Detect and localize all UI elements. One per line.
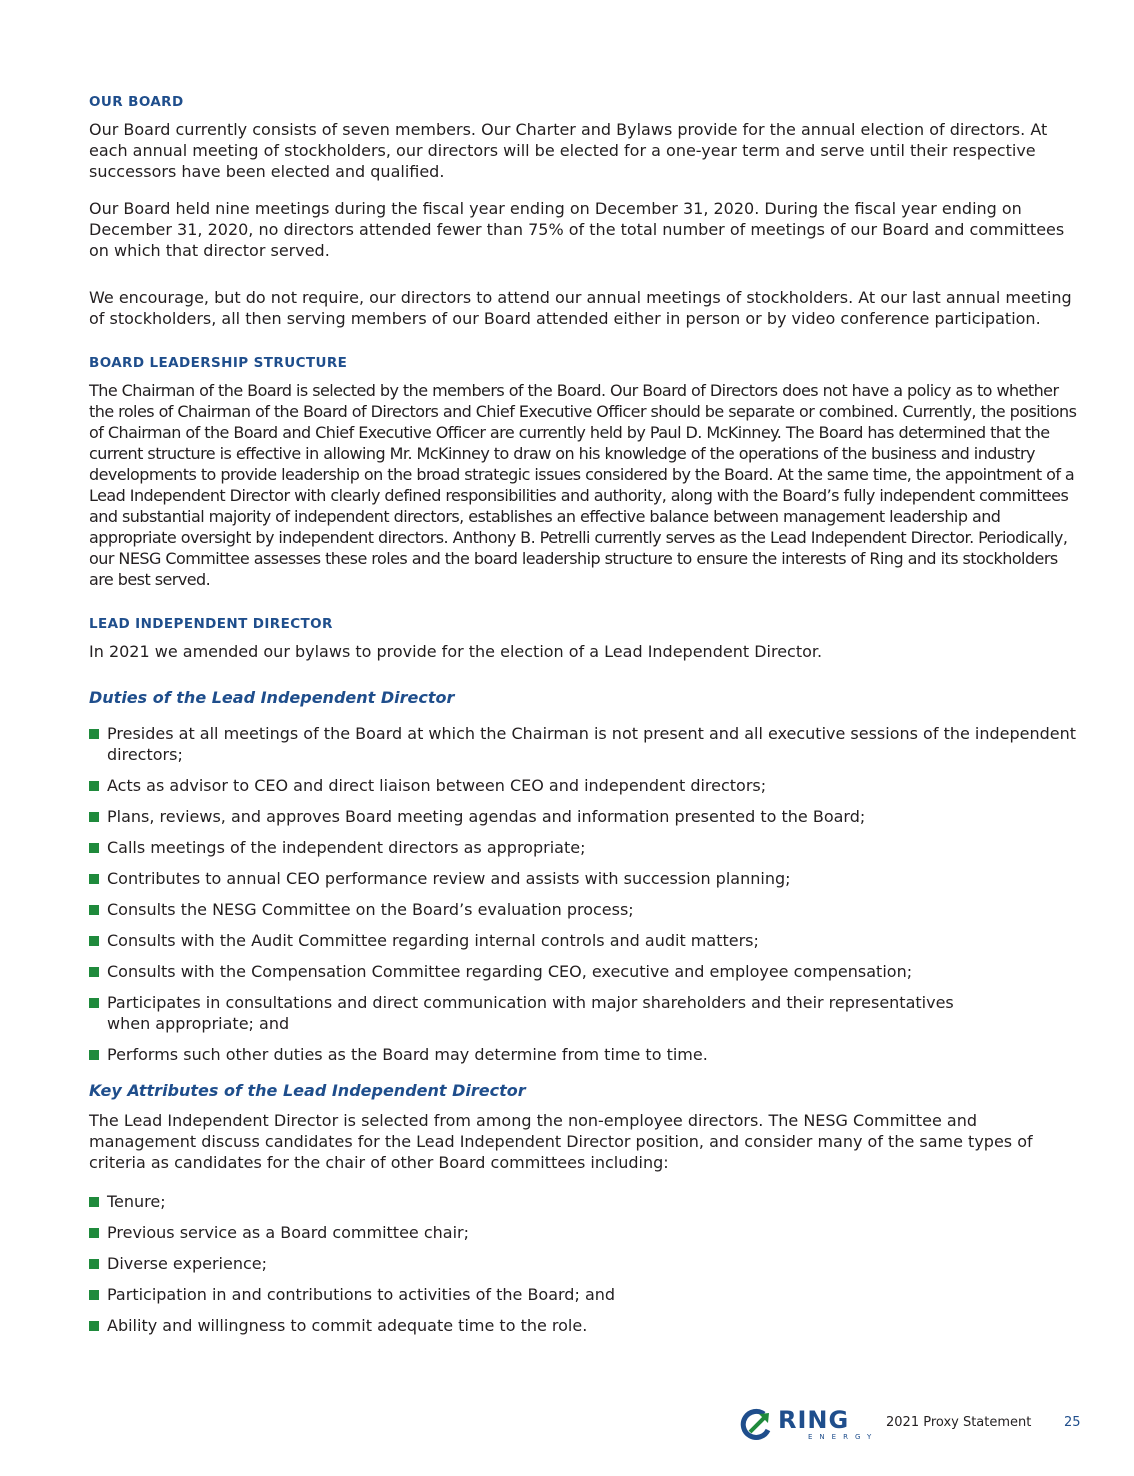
- bullet-square-icon: [89, 1321, 99, 1331]
- bullet-square-icon: [89, 936, 99, 946]
- bullet-square-icon: [89, 998, 99, 1008]
- bullet-square-icon: [89, 843, 99, 853]
- bullet-square-icon: [89, 905, 99, 915]
- section-heading-lead-director: LEAD INDEPENDENT DIRECTOR: [89, 616, 333, 632]
- bullet-square-icon: [89, 874, 99, 884]
- leadership-paragraph: The Chairman of the Board is selected by the members of the Board. Our Board of Directors does not have a policy as to whether the roles of Chairman of the Board of Directors and Chief Executive Officer should be separate or combined. Currently, the positions of Chairman of the Board and Chief Executive Officer are currently held by Paul D. McKinney. The Board has determined that the current structure is effective in allowing Mr. McKinney to draw on his knowledge of the operations of the business and industry developments to provide leadership on the broad strategic issues considered by the Board. At the same time, the appointment of a Lead Independent Director with clearly defined responsibilities and authority, along with the Board’s fully independent committees and substantial majority of independent directors, establishes an effective balance between management leadership and appropriate oversight by independent directors. Anthony B. Petrelli currently serves as the Lead Independent Director. Periodically, our NESG Committee assesses these roles and the board leadership structure to ensure the interests of Ring and its stockholders are best served.: [89, 381, 1077, 589]
- list-item-text: Calls meetings of the independent directors as appropriate;: [107, 838, 586, 857]
- list-item: [89, 992, 1079, 1034]
- attributes-list: [89, 1191, 1079, 1336]
- list-item: [89, 1044, 1079, 1065]
- list-item-text: Ability and willingness to commit adequate time to the role.: [107, 1316, 588, 1335]
- lead-director-paragraph: In 2021 we amended our bylaws to provide for the election of a Lead Independent Director.: [89, 642, 823, 661]
- our-board-paragraph-2: Our Board held nine meetings during the fiscal year ending on December 31, 2020. During the fiscal year ending on December 31, 2020, no directors attended fewer than 75% of the total number of meetings of our Board and committees on which that director served.: [89, 199, 1065, 260]
- list-item: [89, 1222, 1079, 1243]
- document-page: [89, 94, 1079, 1346]
- bullet-square-icon: [89, 967, 99, 977]
- section-heading-leadership: BOARD LEADERSHIP STRUCTURE: [89, 355, 348, 371]
- list-item: [89, 961, 1079, 982]
- ring-logo-icon: [740, 1408, 774, 1442]
- list-item-text: Consults with the Compensation Committee regarding CEO, executive and employee compensation;: [107, 962, 913, 981]
- section-heading-our-board: OUR BOARD: [89, 94, 184, 110]
- list-item-text: Plans, reviews, and approves Board meeting agendas and information presented to the Board;: [107, 807, 866, 826]
- list-item-text: Diverse experience;: [107, 1254, 267, 1273]
- bullet-square-icon: [89, 781, 99, 791]
- list-item-text: Presides at all meetings of the Board at which the Chairman is not present and all executive sessions of the independent directors;: [107, 724, 1077, 764]
- ring-energy-logo: [740, 1406, 879, 1444]
- page-footer: [740, 1404, 1080, 1444]
- bullet-square-icon: [89, 812, 99, 822]
- footer-label: 2021 Proxy Statement: [886, 1415, 1032, 1430]
- list-item-text: Consults with the Audit Committee regarding internal controls and audit matters;: [107, 931, 759, 950]
- list-item: [89, 899, 1079, 920]
- bullet-square-icon: [89, 1228, 99, 1238]
- list-item: [89, 1191, 1079, 1212]
- list-item-text: Participation in and contributions to activities of the Board; and: [107, 1285, 616, 1304]
- list-item: [89, 723, 1079, 765]
- list-item: [89, 930, 1079, 951]
- our-board-paragraph-3: We encourage, but do not require, our directors to attend our annual meetings of stockholders. At our last annual meeting of stockholders, all then serving members of our Board attended either in person or by video conference participation.: [89, 288, 1072, 328]
- attributes-heading: Key Attributes of the Lead Independent Director: [89, 1081, 526, 1100]
- list-item-text: Performs such other duties as the Board may determine from time to time.: [107, 1045, 708, 1064]
- duties-heading: Duties of the Lead Independent Director: [89, 688, 455, 707]
- bullet-square-icon: [89, 1050, 99, 1060]
- duties-list: [89, 723, 1079, 1065]
- list-item-text: Previous service as a Board committee chair;: [107, 1223, 470, 1242]
- bullet-square-icon: [89, 1259, 99, 1269]
- bullet-square-icon: [89, 1290, 99, 1300]
- list-item: [89, 806, 1079, 827]
- list-item: [89, 1253, 1079, 1274]
- list-item-text: Contributes to annual CEO performance review and assists with succession planning;: [107, 869, 791, 888]
- page-number: 25: [1064, 1415, 1081, 1430]
- logo-wordmark: RING: [778, 1406, 850, 1434]
- logo-subtext: ENERGY: [808, 1433, 879, 1441]
- list-item-text: Consults the NESG Committee on the Board’s evaluation process;: [107, 900, 634, 919]
- bullet-square-icon: [89, 1197, 99, 1207]
- list-item: [89, 837, 1079, 858]
- list-item-text: Participates in consultations and direct communication with major shareholders and their representatives when appropriate; and: [107, 993, 954, 1033]
- attributes-paragraph: The Lead Independent Director is selected from among the non-employee directors. The NESG Committee and management discuss candidates for the Lead Independent Director position, and consider many of the same types of criteria as candidates for the chair of other Board committees including:: [89, 1111, 1033, 1172]
- our-board-paragraph-1: Our Board currently consists of seven members. Our Charter and Bylaws provide for the annual election of directors. At each annual meeting of stockholders, our directors will be elected for a one-year term and serve until their respective successors have been elected and qualified.: [89, 120, 1048, 181]
- list-item: [89, 1284, 1079, 1305]
- list-item: [89, 775, 1079, 796]
- bullet-square-icon: [89, 729, 99, 739]
- list-item-text: Tenure;: [107, 1192, 166, 1211]
- list-item-text: Acts as advisor to CEO and direct liaison between CEO and independent directors;: [107, 776, 767, 795]
- list-item: [89, 868, 1079, 889]
- list-item: [89, 1315, 1079, 1336]
